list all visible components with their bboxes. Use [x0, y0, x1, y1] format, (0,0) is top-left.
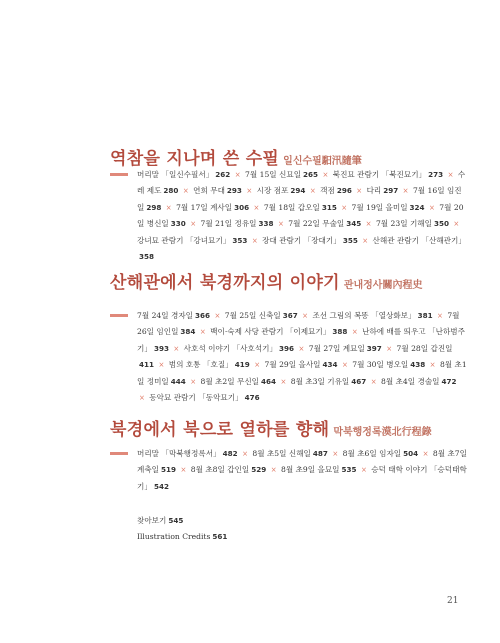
entry-label: 8월 초7일 계축일: [137, 449, 467, 475]
entry-page: 438: [410, 360, 426, 370]
entry-page: 324: [409, 202, 425, 212]
separator-mark: ×: [242, 450, 248, 458]
entry-label: 사호석 이야기 「사호석기」: [183, 343, 278, 353]
entry-label: 범의 호통 「호질」: [168, 360, 233, 370]
entry-label: 7월 20일 병신일: [137, 202, 464, 229]
section-subtitle: 일신수필馹汛隨筆: [283, 156, 362, 167]
toc-entry: [312, 311, 432, 320]
entry-label: 7월 26일 임인일: [137, 311, 460, 337]
entry-label: 8월 초9일 을묘일: [281, 465, 340, 475]
entry-page: 297: [383, 186, 399, 196]
entry-page: 529: [251, 465, 267, 475]
separator-mark: ×: [309, 187, 316, 196]
entry-page: 381: [417, 311, 433, 320]
toc-entry: [288, 219, 361, 228]
toc-entry: [137, 236, 247, 245]
toc-entry: [333, 170, 443, 179]
separator-mark: ×: [341, 203, 348, 212]
entry-page: 444: [170, 376, 186, 386]
separator-mark: ×: [428, 203, 435, 212]
separator-mark: ×: [402, 187, 409, 196]
toc-entry: [352, 360, 425, 369]
toc-entry: [137, 449, 238, 458]
entry-label: 다리: [366, 186, 382, 196]
entry-page: 545: [168, 516, 184, 525]
entry-page: 273: [428, 170, 444, 179]
back-matter-entry: [137, 529, 227, 545]
section-heading: [110, 415, 465, 439]
entry-page: 464: [261, 376, 277, 386]
entry-page: 262: [215, 170, 231, 179]
entry-label: 7월 25일 신축일: [224, 311, 281, 320]
entry-page: 476: [244, 393, 260, 403]
entry-label: 7월 18일 갑오일: [263, 202, 320, 212]
separator-mark: ×: [322, 171, 329, 179]
entry-label: 머리말 「일신수필서」: [137, 170, 214, 179]
section-dash-marker: [110, 452, 128, 455]
toc-section-2: [110, 268, 465, 292]
toc-entry: [352, 203, 425, 212]
entry-page: 367: [282, 311, 298, 320]
toc-entry: [265, 360, 338, 369]
toc-entry: [201, 219, 274, 228]
separator-mark: ×: [214, 312, 221, 320]
separator-mark: ×: [298, 344, 305, 353]
separator-mark: ×: [302, 312, 309, 320]
toc-entry: [149, 393, 259, 402]
toc-entry: [193, 186, 242, 195]
separator-mark: ×: [351, 328, 358, 337]
toc-entry: [343, 449, 419, 458]
separator-mark: ×: [190, 377, 197, 386]
separator-mark: ×: [332, 450, 339, 458]
entry-page: 330: [170, 219, 186, 229]
entry-page: 535: [341, 465, 357, 475]
section-title: 산해관에서 북경까지의 이야기: [110, 273, 340, 293]
entry-page: 434: [322, 360, 338, 370]
toc-entry: [320, 186, 352, 195]
entry-label: 8월 초2일 무신일: [200, 376, 260, 386]
entry-label: 장대 관람기 「장대기」: [262, 235, 341, 245]
section-dash-marker: [110, 314, 128, 317]
separator-mark: ×: [360, 466, 367, 475]
separator-mark: ×: [447, 171, 454, 179]
entry-label: 8월 초5일 신해일: [252, 449, 311, 458]
entry-page: 542: [153, 481, 169, 491]
entry-page: 280: [163, 186, 179, 196]
entry-label: 7월 21일 정유일: [200, 219, 257, 229]
section-subtitle: 관내정사關內程史: [343, 280, 423, 291]
toc-entry: [252, 449, 328, 458]
separator-mark: ×: [280, 377, 287, 386]
entry-page: 396: [279, 343, 295, 353]
entry-label: 승덕 태학 이야기 「승덕태학기」: [137, 465, 467, 491]
toc-entry: [262, 236, 358, 245]
separator-mark: ×: [139, 394, 145, 403]
separator-mark: ×: [246, 187, 253, 196]
entry-page: 561: [212, 532, 228, 541]
entry-page: 519: [161, 465, 177, 475]
entry-label: 조선 그림의 복똥 「열상화보」: [312, 311, 416, 320]
separator-mark: ×: [386, 344, 393, 353]
toc-entry: [137, 170, 230, 179]
section-heading: [110, 268, 465, 292]
entry-page: 298: [146, 202, 162, 212]
entry-page: 338: [258, 219, 274, 229]
toc-entry: [376, 219, 449, 228]
entry-label: 7월 28일 갑진일: [396, 343, 453, 353]
separator-mark: ×: [453, 220, 460, 229]
entry-label: 7월 30일 병오일: [352, 360, 409, 370]
entry-label: 동악묘 관람기 「동악묘기」: [149, 393, 243, 403]
entry-page: 355: [342, 235, 358, 245]
entry-label: 난하에 배를 띄우고 「난하범주기」: [137, 327, 465, 353]
entry-page: 393: [153, 343, 169, 353]
back-matter-entry: [137, 513, 227, 529]
entry-label: 8월 초4일 경술일: [381, 376, 440, 386]
entry-page: 294: [290, 186, 306, 196]
toc-entry: [225, 311, 298, 320]
toc-entry: [245, 170, 318, 179]
entry-page: 296: [336, 186, 352, 196]
separator-mark: ×: [422, 450, 429, 458]
entry-page: 419: [234, 360, 250, 370]
entry-page: 388: [332, 327, 348, 337]
toc-entry: [137, 311, 210, 320]
separator-mark: ×: [182, 187, 189, 196]
entry-page: 472: [441, 376, 457, 386]
entry-label: 백이·숙제 사당 관람기 「이제묘기」: [210, 327, 331, 337]
separator-mark: ×: [173, 344, 180, 353]
separator-mark: ×: [429, 361, 436, 370]
toc-entry: [176, 203, 249, 212]
section-subtitle: 막북행정록漠北行程錄: [333, 427, 432, 438]
toc-entry: [184, 344, 294, 353]
entry-list: [137, 167, 467, 264]
entry-label: 7월 27일 계묘일: [308, 343, 365, 353]
section-dash-marker: [110, 173, 128, 176]
entry-page: 306: [234, 202, 250, 212]
back-matter: [137, 513, 227, 545]
toc-section-3: [110, 415, 465, 439]
separator-mark: ×: [341, 361, 348, 370]
entry-page: 504: [403, 449, 419, 458]
entry-label: 객점: [320, 186, 335, 196]
separator-mark: ×: [270, 466, 277, 475]
entry-page: 411: [139, 360, 155, 370]
entry-page: 487: [312, 449, 328, 458]
toc-entry: [309, 344, 382, 353]
entry-label: 북진묘 관람기 「북진묘기」: [332, 170, 427, 179]
entry-label: 7월 23일 기해일: [375, 219, 432, 229]
separator-mark: ×: [180, 466, 187, 475]
section-heading: [110, 144, 465, 168]
entry-page: 482: [222, 449, 238, 458]
entry-label: 찾아보기: [137, 516, 167, 525]
toc-entry: [191, 465, 267, 474]
entry-label: 7월 22일 무술일: [288, 219, 345, 229]
entry-page: 366: [195, 311, 211, 320]
entry-label: 강녀묘 관람기 「강녀묘기」: [137, 235, 231, 245]
entry-list: [137, 446, 467, 494]
separator-mark: ×: [251, 236, 258, 245]
separator-mark: ×: [362, 236, 369, 245]
entry-page: 315: [321, 202, 337, 212]
entry-page: 353: [232, 235, 248, 245]
entry-label: 머리말 「막북행정록서」: [137, 449, 221, 458]
entry-label: 7월 19일 을미일: [351, 202, 408, 212]
entry-label: 7월 16일 임진일: [137, 186, 462, 212]
toc-entry: [264, 203, 337, 212]
entry-label: 8월 초1일 정미일: [137, 360, 467, 386]
toc-entry: [210, 327, 347, 336]
entry-page: 345: [346, 219, 362, 229]
toc-entry: [367, 186, 399, 195]
entry-list: [137, 308, 467, 406]
section-title: 역참을 지나며 쓴 수필: [110, 149, 280, 169]
entry-label: 연희 무대: [193, 186, 225, 196]
entry-label: 8월 초3일 기유일: [290, 376, 350, 386]
page-number: 21: [447, 596, 459, 606]
separator-mark: ×: [356, 187, 363, 196]
toc-entry: [291, 377, 367, 386]
toc-entry: [169, 360, 250, 369]
section-title: 북경에서 북으로 열하를 향해: [110, 420, 330, 440]
entry-page: 265: [303, 170, 319, 179]
entry-page: 467: [351, 376, 367, 386]
entry-page: 384: [180, 327, 196, 337]
entry-page: 397: [366, 343, 382, 353]
entry-label: 수레 제도: [137, 170, 466, 196]
separator-mark: ×: [234, 171, 241, 179]
toc-section-1: [110, 144, 465, 168]
toc-entry: [201, 377, 277, 386]
entry-label: 산해관 관람기 「산해관기」: [372, 235, 466, 245]
entry-label: 8월 초6일 임자일: [342, 449, 402, 458]
separator-mark: ×: [365, 220, 372, 229]
separator-mark: ×: [190, 220, 197, 229]
separator-mark: ×: [254, 361, 261, 370]
entry-label: 시장 점포: [256, 186, 289, 196]
entry-page: 358: [139, 252, 155, 262]
entry-label: 7월 15일 신묘일: [245, 170, 302, 179]
entry-label: Illustration Credits: [137, 532, 211, 541]
separator-mark: ×: [199, 328, 206, 337]
separator-mark: ×: [437, 312, 443, 320]
separator-mark: ×: [253, 203, 260, 212]
toc-entry: [257, 186, 306, 195]
toc-entry: [381, 377, 457, 386]
separator-mark: ×: [165, 203, 172, 212]
entry-page: 293: [226, 186, 242, 196]
toc-entry: [281, 465, 357, 474]
separator-mark: ×: [370, 377, 377, 386]
separator-mark: ×: [277, 220, 284, 229]
entry-label: 7월 29일 을사일: [264, 360, 321, 370]
entry-page: 350: [433, 219, 449, 229]
entry-label: 7월 24일 경자일: [137, 311, 193, 320]
entry-label: 8월 초8일 갑인일: [190, 465, 250, 475]
separator-mark: ×: [158, 361, 165, 370]
entry-label: 7월 17일 계사일: [176, 202, 233, 212]
